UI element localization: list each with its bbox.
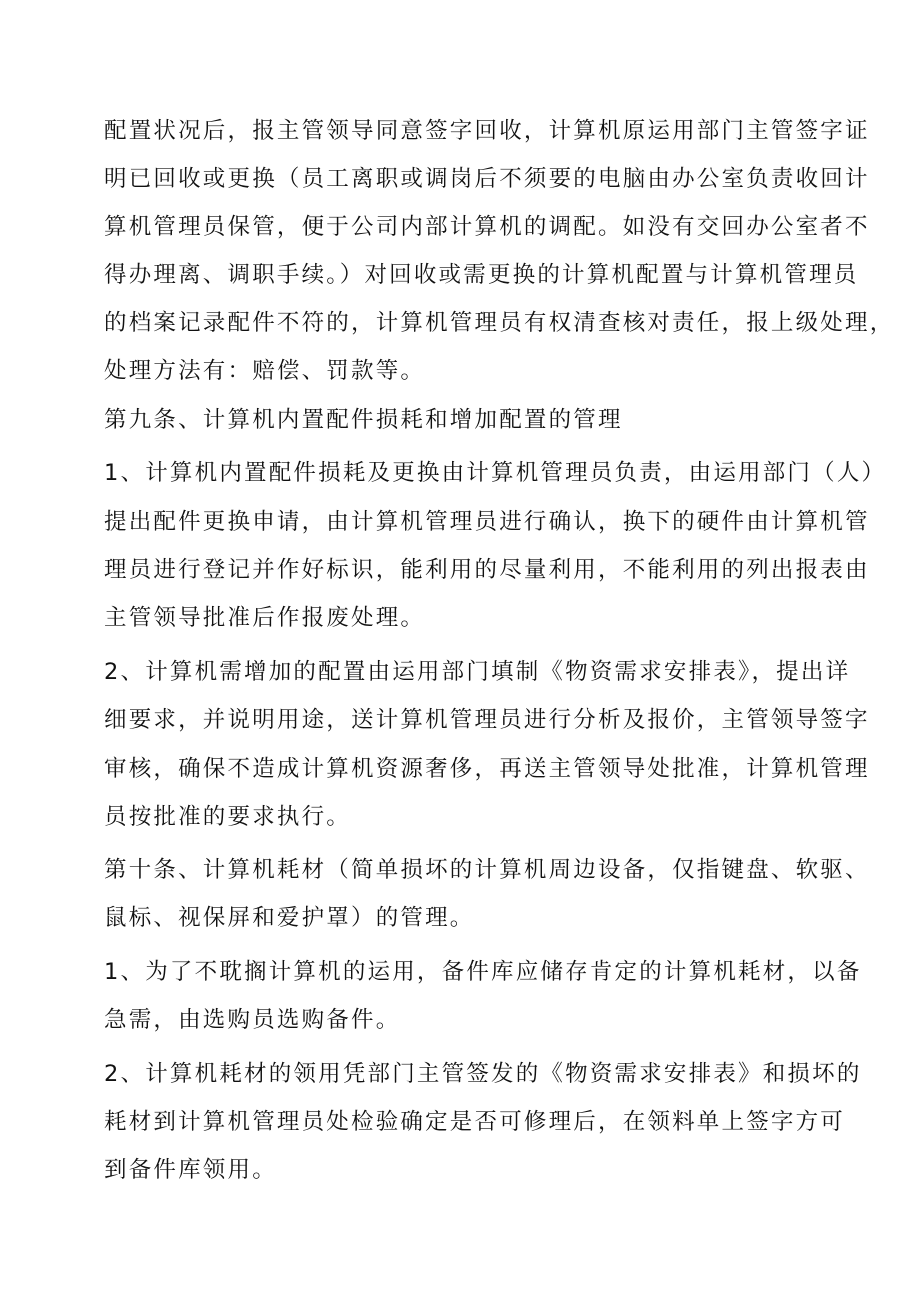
section-heading: 第九条、计算机内置配件损耗和增加配置的管理	[104, 407, 623, 433]
text-line: 1、为了不耽搁计算机的运用，备件库应储存肯定的计算机耗材，以备	[104, 959, 862, 985]
text-line: 急需，由选购员选购备件。	[104, 1007, 401, 1033]
text-line: 2、计算机耗材的领用凭部门主管签发的《物资需求安排表》和损坏的	[104, 1061, 862, 1087]
text-line: 到备件库领用。	[104, 1157, 277, 1183]
text-line: 配置状况后，报主管领导同意签字回收，计算机原运用部门主管签字证	[104, 118, 870, 144]
text-line: 2、计算机需增加的配置由运用部门填制《物资需求安排表》，提出详	[104, 659, 851, 685]
text-line: 审核，确保不造成计算机资源奢侈，再送主管领导处批准，计算机管理	[104, 756, 870, 782]
text-line: 得办理离、调职手续。）对回收或需更换的计算机配置与计算机管理员	[104, 262, 859, 288]
text-line: 明已回收或更换（员工离职或调岗后不须要的电脑由办公室负责收回计	[104, 166, 870, 192]
text-line: 算机管理员保管，便于公司内部计算机的调配。如没有交回办公室者不	[104, 214, 870, 240]
text-line: 员按批准的要求执行。	[104, 804, 352, 830]
text-line: 主管领导批准后作报废处理。	[104, 605, 426, 631]
text-line: 鼠标、视保屏和爱护罩）的管理。	[104, 905, 475, 931]
text-line: 处理方法有：赔偿、罚款等。	[104, 358, 426, 384]
text-line: 提出配件更换申请，由计算机管理员进行确认，换下的硬件由计算机管	[104, 509, 870, 535]
text-line: 的档案记录配件不符的，计算机管理员有权清查核对责任，报上级处理，	[104, 310, 895, 336]
text-line: 耗材到计算机管理员处检验确定是否可修理后，在领料单上签字方可	[104, 1109, 846, 1135]
section-heading: 第十条、计算机耗材（简单损坏的计算机周边设备，仅指键盘、软驱、	[104, 857, 870, 883]
text-line: 理员进行登记并作好标识，能利用的尽量利用，不能利用的列出报表由	[104, 557, 870, 583]
text-line: 1、计算机内置配件损耗及更换由计算机管理员负责，由运用部门（人）	[104, 460, 887, 486]
text-line: 细要求，并说明用途，送计算机管理员进行分析及报价，主管领导签字	[104, 707, 870, 733]
